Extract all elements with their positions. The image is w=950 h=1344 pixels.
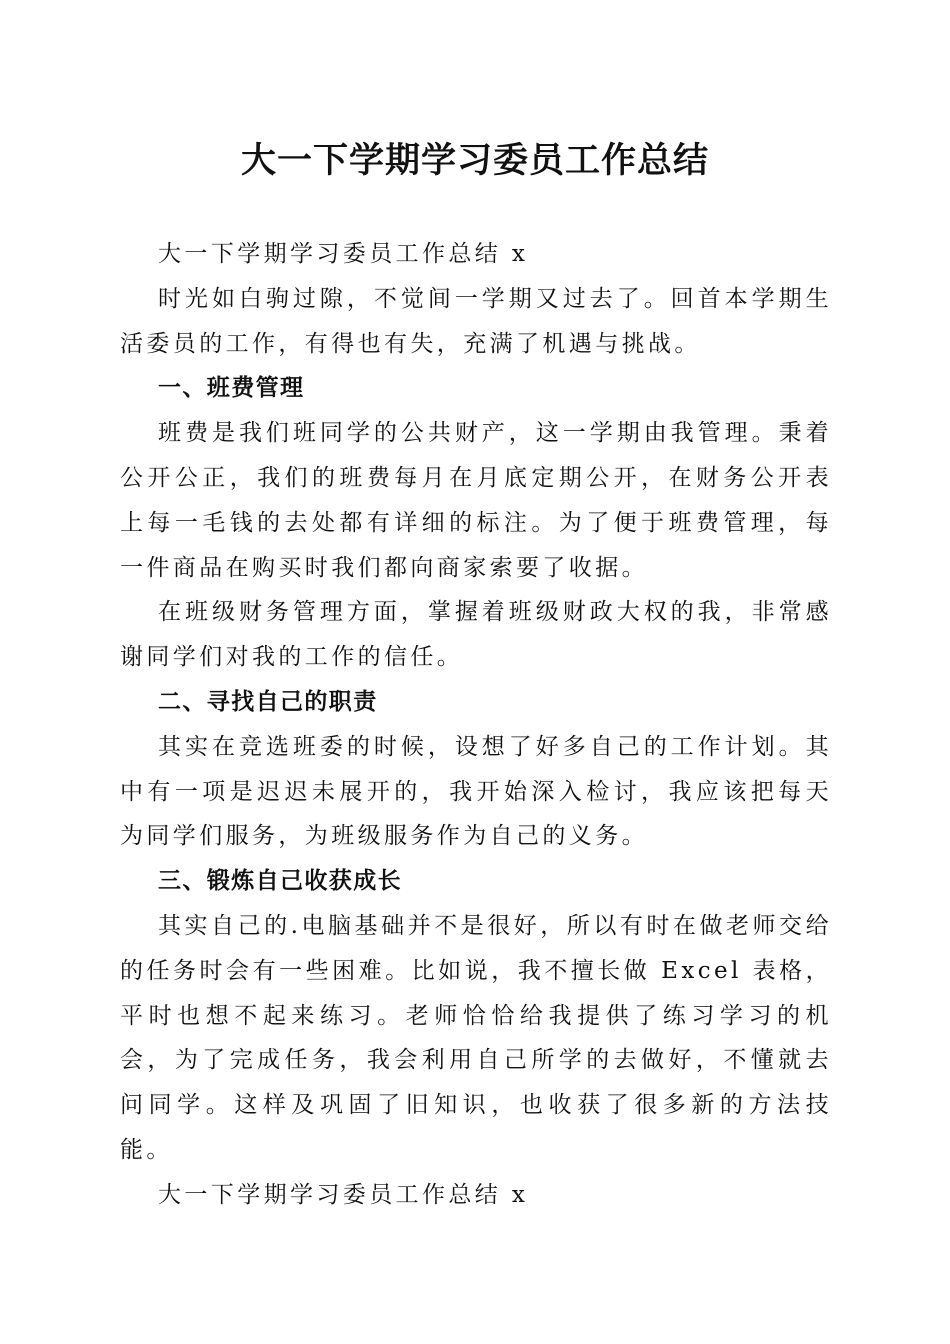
section-heading-class-fund: 一、班费管理: [158, 375, 305, 402]
paragraph-finance-thanks: 在班级财务管理方面，掌握着班级财政大权的我，非常感谢同学们对我的工作的信任。: [120, 599, 832, 671]
section-heading-responsibility: 二、寻找自己的职责: [158, 688, 378, 715]
paragraph-closing-title: 大一下学期学习委员工作总结 x: [158, 1181, 529, 1208]
paragraph-opening: 时光如白驹过隙，不觉间一学期又过去了。回首本学期生活委员的工作，有得也有失，充满了机遇与挑战。: [120, 285, 832, 357]
paragraph-responsibility: 其实在竞选班委的时候，设想了好多自己的工作计划。其中有一项是迟迟未展开的，我开始深入检讨，我应该把每天为同学们服务，为班级服务作为自己的义务。: [120, 733, 832, 850]
paragraph-growth: 其实自己的.电脑基础并不是很好，所以有时在做老师交给的任务时会有一些困难。比如说，我不擅长做 Excel 表格，平时也想不起来练习。老师恰恰给我提供了练习学习的机会，为了完成任务，我会利用自己所学的去做好，不懂就去问同学。这样及巩固了旧知识，也收获了很多新的方法技能。: [120, 912, 832, 1163]
paragraph-class-fund: 班费是我们班同学的公共财产，这一学期由我管理。秉着公开公正，我们的班费每月在月底定期公开，在财务公开表上每一毛钱的去处都有详细的标注。为了便于班费管理，每一件商品在购买时我们都向商家索要了收据。: [120, 420, 832, 581]
section-heading-growth: 三、锻炼自己收获成长: [158, 868, 402, 895]
paragraph-intro-title: 大一下学期学习委员工作总结 x: [158, 241, 529, 267]
document-title: 大一下学期学习委员工作总结: [240, 140, 709, 181]
document-body: [120, 232, 832, 1218]
